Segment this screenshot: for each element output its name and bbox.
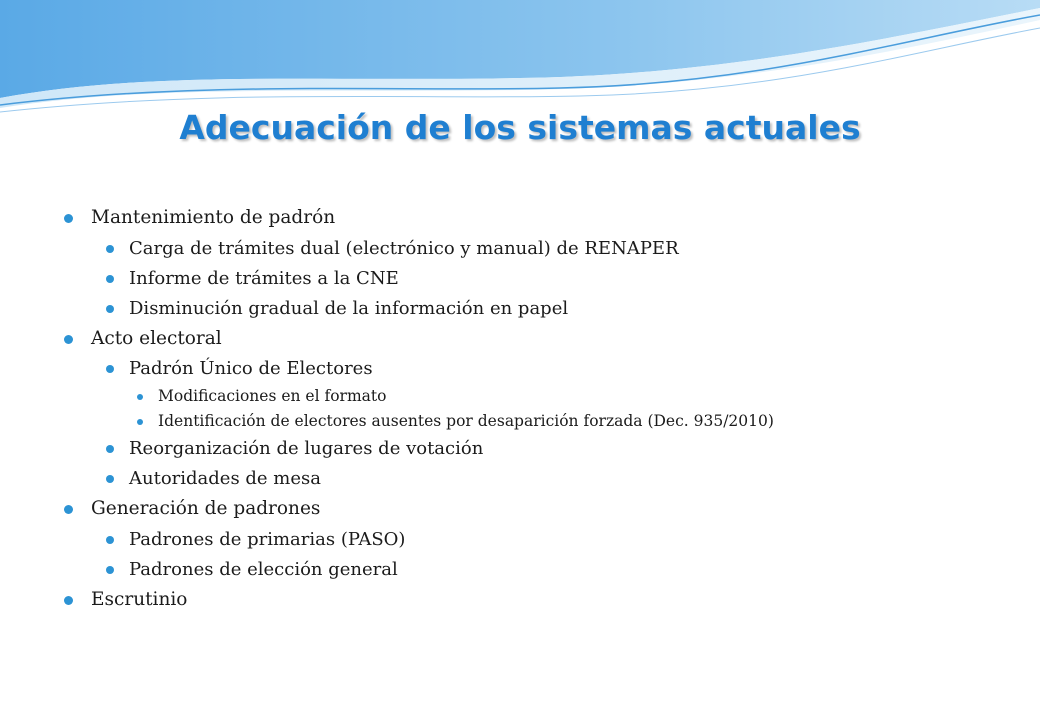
bullet-dot-icon <box>106 536 114 544</box>
bullet-item-level-1 <box>60 494 1020 525</box>
bullet-dot-icon <box>64 596 73 605</box>
bullet-dot-icon <box>64 505 73 514</box>
bullet-text: Mantenimiento de padrón <box>91 207 336 228</box>
bullet-item-level-2 <box>60 464 1020 494</box>
bullet-item-level-2 <box>60 555 1020 585</box>
bullet-text: Carga de trámites dual (electrónico y manual) de RENAPER <box>129 237 679 259</box>
bullet-dot-icon <box>106 566 114 574</box>
bullet-item-level-1 <box>60 324 1020 355</box>
bullet-dot-icon <box>137 394 143 400</box>
bullet-item-level-2 <box>60 354 1020 384</box>
bullet-item-level-1 <box>60 585 1020 616</box>
bullet-dot-icon <box>106 245 114 253</box>
bullet-item-level-2 <box>60 264 1020 294</box>
bullet-text: Disminución gradual de la información en papel <box>129 297 569 319</box>
bullet-text: Acto electoral <box>91 327 222 349</box>
bullet-dot-icon <box>106 305 114 313</box>
bullet-dot-icon <box>106 365 114 373</box>
bullet-dot-icon <box>137 419 143 425</box>
bullet-item-level-2 <box>60 525 1020 555</box>
bullet-text: Padrones de elección general <box>129 558 398 580</box>
bullet-dot-icon <box>64 335 73 344</box>
bullet-text: Autoridades de mesa <box>129 468 321 489</box>
bullet-item-level-2 <box>60 434 1020 464</box>
bullet-text: Reorganización de lugares de votación <box>129 438 484 459</box>
bullet-text: Identificación de electores ausentes por desaparición forzada (Dec. 935/2010) <box>158 412 774 430</box>
header-wave-decoration <box>0 0 1040 120</box>
bullet-dot-icon <box>106 475 114 483</box>
bullet-item-level-3 <box>60 409 1020 434</box>
bullet-dot-icon <box>106 275 114 283</box>
bullet-dot-icon <box>106 445 114 453</box>
bullet-item-level-1 <box>60 203 1020 234</box>
bullet-text: Padrones de primarias (PASO) <box>129 528 406 550</box>
bullet-text: Generación de padrones <box>91 498 321 519</box>
bullet-item-level-2 <box>60 294 1020 324</box>
bullet-dot-icon <box>64 214 73 223</box>
bullet-text: Padrón Único de Electores <box>129 358 373 379</box>
slide-title: Adecuación de los sistemas actuales <box>179 108 861 147</box>
bullet-item-level-2 <box>60 234 1020 264</box>
bullet-text: Escrutinio <box>91 588 188 610</box>
bullet-item-level-3 <box>60 384 1020 409</box>
bullet-text: Modificaciones en el formato <box>158 387 387 405</box>
bullet-text: Informe de trámites a la CNE <box>129 267 399 289</box>
bullet-list <box>60 203 1020 615</box>
